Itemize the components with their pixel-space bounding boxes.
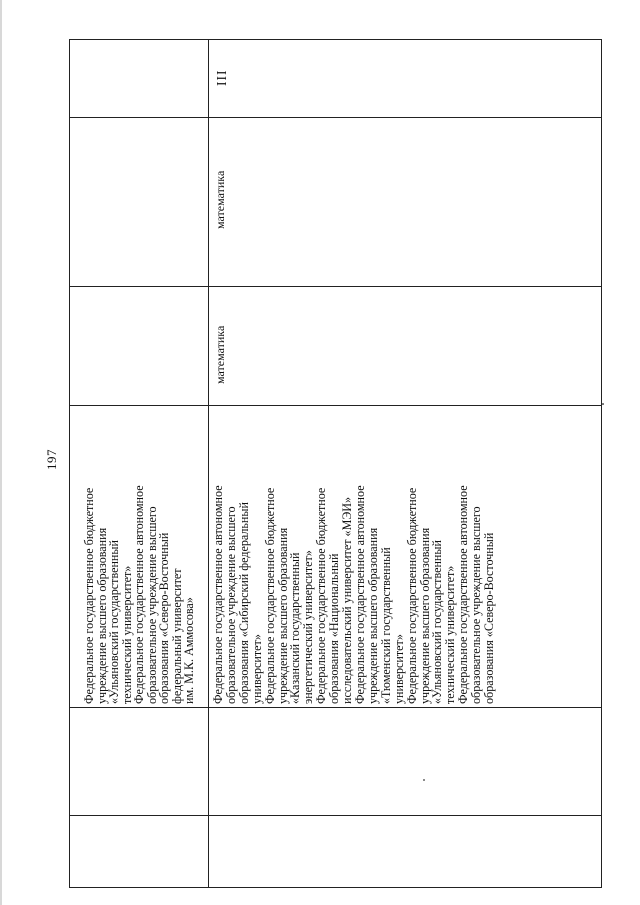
- org-line: федеральный университет: [169, 568, 184, 704]
- level-cell: III: [214, 69, 229, 86]
- org-line: «Ульяновский государственный: [107, 540, 121, 704]
- org-line: «Казанский государственный: [288, 552, 303, 704]
- org-line: учреждение высшего образования: [94, 527, 109, 704]
- scan-edge: [0, 0, 2, 905]
- org-line: Федеральное государственное автономное: [132, 485, 146, 704]
- org-line: исследовательский университет «МЭИ»: [340, 496, 355, 704]
- org-line: Федеральное государственное бюджетное: [404, 487, 419, 704]
- org-line: учреждение высшего образования: [275, 527, 290, 704]
- table-rule: [69, 117, 602, 118]
- scan-speck: [602, 403, 604, 405]
- scan-speck: [423, 779, 425, 781]
- org-line: учреждение высшего образования: [365, 527, 380, 704]
- org-line: Федеральное государственное автономное: [456, 485, 471, 704]
- org-line: университет»: [249, 634, 264, 704]
- org-line: энергетический университет»: [301, 550, 316, 704]
- row1-organizations: [83, 485, 196, 704]
- org-line: Федеральное государственное бюджетное: [82, 487, 96, 704]
- org-line: образования «Сибирский федеральный: [236, 502, 251, 704]
- org-line: учреждение высшего образования: [417, 527, 432, 704]
- org-line: образовательное учреждение высшего: [144, 506, 159, 704]
- org-line: им. М.К. Аммосова»: [182, 597, 196, 704]
- row2-organizations: [212, 485, 496, 704]
- org-line: Федеральное государственное автономное: [352, 485, 367, 704]
- org-line: Федеральное государственное бюджетное: [262, 487, 277, 704]
- org-line: образования «Национальный: [327, 553, 342, 704]
- org-line: «Ульяновский государственный: [430, 540, 445, 704]
- table-rule: [69, 286, 602, 287]
- org-line: образования «Северо-Восточный: [482, 532, 497, 704]
- page-number: 197: [44, 449, 59, 470]
- table-rule: [69, 405, 602, 406]
- table-rule: [69, 707, 602, 708]
- subject-cell-1: математика: [213, 325, 227, 384]
- subject-cell-2: математика: [213, 170, 227, 229]
- org-line: «Тюменский государственный: [378, 547, 393, 704]
- table-rule: [208, 39, 209, 888]
- table-rule: [69, 815, 602, 816]
- org-line: образовательное учреждение высшего: [469, 506, 484, 704]
- org-line: образования «Северо-Восточный: [157, 532, 171, 704]
- org-line: университет»: [391, 634, 406, 704]
- org-line: образовательное учреждение высшего: [223, 506, 238, 704]
- org-line: технический университет»: [443, 565, 458, 704]
- org-line: технический университет»: [119, 565, 134, 704]
- org-line: Федеральное государственное бюджетное: [314, 487, 329, 704]
- org-line: Федеральное государственное автономное: [211, 485, 225, 704]
- table-frame: [69, 39, 602, 888]
